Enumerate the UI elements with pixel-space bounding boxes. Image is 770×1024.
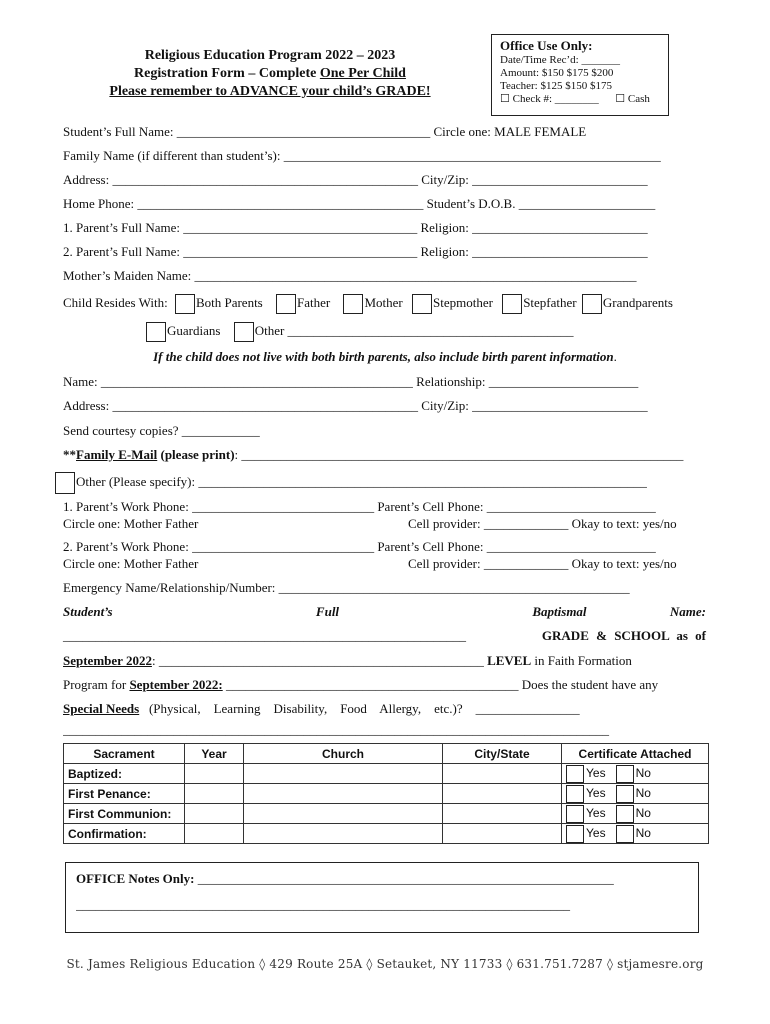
- table-row: [64, 764, 709, 784]
- sacrament-first-communion: First Communion:: [64, 804, 185, 824]
- baptismal-word-3: Baptismal: [532, 604, 587, 619]
- resides-with-row: [63, 294, 706, 314]
- office-notes-label: OFFICE Notes Only:: [76, 871, 195, 886]
- level-prefix: Program for: [63, 677, 130, 692]
- family-name-field[interactable]: Family Name (if different than student’s): __________________________________________________________: [63, 148, 661, 163]
- no-label: No: [635, 805, 651, 820]
- col-city-state: City/State: [443, 744, 562, 764]
- parent2-work-phone-field[interactable]: 2. Parent’s Work Phone: ____________________________ Parent’s Cell Phone: __________________________: [63, 539, 656, 554]
- baptized-certificate-cell: [562, 764, 709, 784]
- birth-parent-note-text: If the child does not live with both birth parents, also include birth parent information: [153, 349, 614, 364]
- office-payment-line: [500, 93, 660, 106]
- office-check[interactable]: ☐ Check #: ________: [500, 93, 599, 105]
- communion-year-cell[interactable]: [185, 804, 244, 824]
- email-other-checkbox[interactable]: [55, 472, 75, 494]
- maiden-name-field[interactable]: Mother’s Maiden Name: ____________________________________________________________________: [63, 268, 637, 283]
- table-row: [64, 824, 709, 844]
- family-email-field[interactable]: [63, 447, 706, 463]
- birth-parent-note: [0, 349, 770, 365]
- confirmation-yes-checkbox[interactable]: [566, 825, 584, 843]
- confirmation-church-cell[interactable]: [244, 824, 443, 844]
- no-label: No: [635, 765, 651, 780]
- courtesy-copies-field[interactable]: Send courtesy copies? ____________: [63, 423, 260, 438]
- subtitle-prefix: Registration Form – Complete: [134, 66, 320, 81]
- option-both-parents: Both Parents: [195, 294, 263, 310]
- office-amount-line: Amount: $150 $175 $200: [500, 67, 614, 79]
- col-church: Church: [244, 744, 443, 764]
- parent1-work-phone-field[interactable]: 1. Parent’s Work Phone: ____________________________ Parent’s Cell Phone: __________________________: [63, 499, 656, 514]
- baptismal-word-2: Full: [315, 604, 340, 619]
- office-notes-box: [65, 862, 699, 933]
- penance-yes-checkbox[interactable]: [566, 785, 584, 803]
- grade-date-label: September 2022: [63, 653, 152, 668]
- baptismal-name-line[interactable]: [63, 628, 706, 644]
- parent2-relation-circle[interactable]: Circle one: Mother Father: [63, 556, 199, 571]
- footer-address: St. James Religious Education ◊ 429 Route 25A ◊ Setauket, NY 11733 ◊ 631.751.7287 ◊ stjamesre.org: [66, 957, 704, 971]
- option-guardians: Guardians: [167, 322, 221, 338]
- baptismal-word-4: Name:: [669, 604, 706, 619]
- parent2-name-field[interactable]: 2. Parent’s Full Name: ____________________________________ Religion: ___________________________: [63, 244, 648, 259]
- stepfather-checkbox[interactable]: [502, 294, 522, 314]
- form-subtitle: [60, 66, 480, 82]
- option-grandparents: Grandparents: [602, 294, 673, 310]
- confirmation-no-checkbox[interactable]: [616, 825, 634, 843]
- grade-school-blank: : __________________________________________________: [151, 653, 484, 668]
- grade-school-label: GRADE & SCHOOL as of: [541, 628, 706, 643]
- office-teacher-line: Teacher: $125 $150 $175: [500, 80, 612, 92]
- yes-label: Yes: [586, 825, 606, 840]
- special-needs-line-2[interactable]: ____________________________________________________________________________________: [63, 722, 609, 737]
- parent1-name-field[interactable]: 1. Parent’s Full Name: ____________________________________ Religion: ___________________________: [63, 220, 648, 235]
- no-label: No: [635, 785, 651, 800]
- stepmother-checkbox[interactable]: [412, 294, 432, 314]
- subtitle-underlined: One Per Child: [319, 66, 406, 81]
- resides-label: Child Resides With:: [63, 294, 168, 310]
- penance-city-cell[interactable]: [443, 784, 562, 804]
- table-row: [64, 804, 709, 824]
- emergency-contact-field[interactable]: Emergency Name/Relationship/Number: ______________________________________________________: [63, 580, 630, 595]
- baptismal-name-blank[interactable]: ______________________________________________________________: [63, 628, 466, 643]
- baptized-yes-checkbox[interactable]: [566, 765, 584, 783]
- form-title: Religious Education Program 2022 – 2023: [144, 48, 396, 63]
- col-certificate: Certificate Attached: [562, 744, 709, 764]
- student-name-field[interactable]: Student’s Full Name: _______________________________________ Circle one: MALE FEMALE: [63, 124, 587, 139]
- parent1-cell-provider-field[interactable]: Cell provider: _____________ Okay to text: yes/no: [408, 516, 677, 531]
- sacrament-table-header: [64, 744, 709, 764]
- sacrament-baptized: Baptized:: [64, 764, 185, 784]
- confirmation-certificate-cell: [562, 824, 709, 844]
- level-date-label: September 2022:: [129, 677, 223, 692]
- sacrament-confirmation: Confirmation:: [64, 824, 185, 844]
- baptized-city-cell[interactable]: [443, 764, 562, 784]
- communion-city-cell[interactable]: [443, 804, 562, 824]
- baptismal-word-1: Student’s: [63, 604, 113, 619]
- yes-label: Yes: [586, 765, 606, 780]
- no-label: No: [635, 825, 651, 840]
- office-notes-line-2[interactable]: ____________________________________________________________________________: [76, 897, 570, 912]
- baptized-year-cell[interactable]: [185, 764, 244, 784]
- baptized-church-cell[interactable]: [244, 764, 443, 784]
- email-print-note: (please print): [157, 447, 235, 462]
- office-cash[interactable]: ☐ Cash: [615, 93, 650, 105]
- office-notes-line-1[interactable]: [76, 871, 688, 887]
- email-other-field[interactable]: Other (Please specify): _____________________________________________________________________: [76, 473, 647, 489]
- grade-reminder: Please remember to ADVANCE your child’s GRADE!: [109, 84, 431, 99]
- communion-church-cell[interactable]: [244, 804, 443, 824]
- col-sacrament: Sacrament: [64, 744, 185, 764]
- level-field[interactable]: [63, 677, 706, 693]
- communion-yes-checkbox[interactable]: [566, 805, 584, 823]
- email-prefix: **: [63, 447, 76, 462]
- penance-year-cell[interactable]: [185, 784, 244, 804]
- guardians-checkbox[interactable]: [146, 322, 166, 342]
- penance-certificate-cell: [562, 784, 709, 804]
- sacrament-first-penance: First Penance:: [64, 784, 185, 804]
- faith-formation-label: in Faith Formation: [531, 653, 632, 668]
- parent1-relation-circle[interactable]: Circle one: Mother Father: [63, 516, 199, 531]
- sacrament-table: [63, 743, 709, 844]
- grandparents-checkbox[interactable]: [582, 294, 602, 314]
- option-mother: Mother: [364, 294, 403, 310]
- level-blank: _____________________________________________: [222, 677, 519, 692]
- option-stepmother: Stepmother: [433, 294, 493, 310]
- communion-certificate-cell: [562, 804, 709, 824]
- address-field[interactable]: Address: _______________________________________________ City/Zip: ___________________________: [63, 172, 648, 187]
- resides-with-row-2: [146, 322, 706, 342]
- office-use-box: [491, 34, 669, 116]
- option-other[interactable]: Other ____________________________________________: [254, 322, 574, 338]
- office-date-line: Date/Time Rec’d: _______: [500, 54, 620, 66]
- special-needs-label: Special Needs: [63, 701, 140, 716]
- father-checkbox[interactable]: [276, 294, 296, 314]
- special-needs-question-start: Does the student have any: [518, 677, 659, 692]
- table-row: [64, 784, 709, 804]
- birth-parent-address-field[interactable]: Address: _______________________________________________ City/Zip: ___________________________: [63, 398, 648, 413]
- email-other-row: [55, 472, 706, 494]
- baptismal-name-heading: [63, 604, 706, 620]
- email-blank: : ____________________________________________________________________: [234, 447, 684, 462]
- home-phone-field[interactable]: Home Phone: ____________________________________________ Student’s D.O.B. _____________________: [63, 196, 656, 211]
- communion-no-checkbox[interactable]: [616, 805, 634, 823]
- confirmation-year-cell[interactable]: [185, 824, 244, 844]
- yes-label: Yes: [586, 805, 606, 820]
- other-checkbox[interactable]: [234, 322, 254, 342]
- special-needs-details: (Physical, Learning Disability, Food Allergy, etc.)? ________________: [139, 701, 580, 716]
- office-use-heading: Office Use Only:: [500, 38, 593, 53]
- office-notes-blank-1: ________________________________________________________________: [194, 871, 614, 886]
- option-stepfather: Stepfather: [523, 294, 577, 310]
- option-father: Father: [297, 294, 331, 310]
- level-label: LEVEL: [483, 653, 532, 668]
- grade-school-field[interactable]: [63, 653, 706, 669]
- parent2-cell-provider-field[interactable]: Cell provider: _____________ Okay to text: yes/no: [408, 556, 677, 571]
- mother-checkbox[interactable]: [343, 294, 363, 314]
- col-year: Year: [185, 744, 244, 764]
- baptized-no-checkbox[interactable]: [616, 765, 634, 783]
- confirmation-city-cell[interactable]: [443, 824, 562, 844]
- penance-church-cell[interactable]: [244, 784, 443, 804]
- email-label: Family E-Mail: [76, 447, 158, 462]
- birth-parent-note-period: .: [613, 349, 617, 364]
- birth-parent-name-field[interactable]: Name: ________________________________________________ Relationship: _______________________: [63, 374, 639, 389]
- special-needs-field[interactable]: [63, 701, 706, 717]
- yes-label: Yes: [586, 785, 606, 800]
- penance-no-checkbox[interactable]: [616, 785, 634, 803]
- both-parents-checkbox[interactable]: [175, 294, 195, 314]
